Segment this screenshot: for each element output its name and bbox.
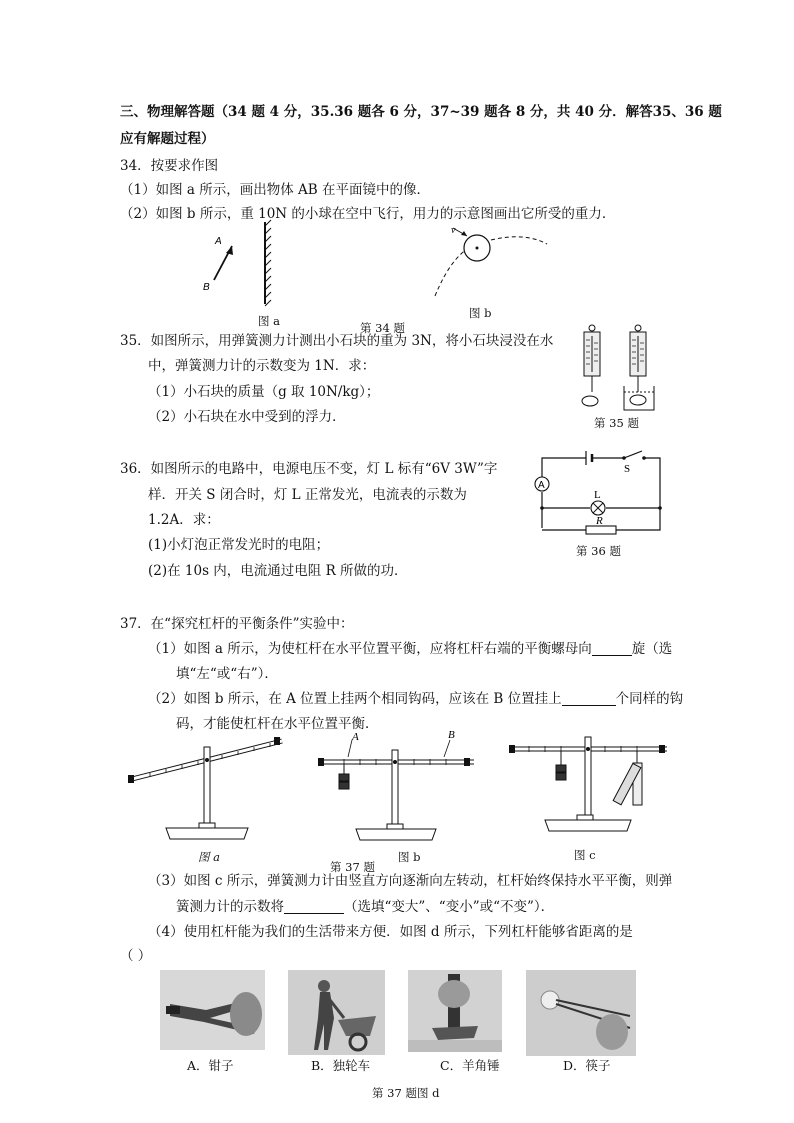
q37-caption: 第 37 题 (330, 860, 375, 874)
q36-line3: 1.2A．求： (148, 512, 220, 528)
q36-item1: (1)小灯泡正常发光时的电阻； (148, 537, 330, 553)
q37-item3-line2: 簧测力计的示数将 （选填“变大”、“变小”或“不变”）． (176, 899, 555, 915)
q37-item1-line2: 填“左“或“右”）． (176, 666, 278, 682)
label-a: A (215, 236, 222, 247)
q37-fig-a-caption: 图 a (198, 850, 221, 864)
q35-caption: 第 35 题 (594, 416, 639, 430)
q34-figure-a (195, 218, 305, 318)
q36-line1: 36．如图所示的电路中，电源电压不变，灯 L 标有“6V 3W”字 (120, 461, 498, 477)
hook-weight-2 (339, 782, 349, 789)
photo-wheelbarrow (288, 970, 385, 1055)
q37-item2-line2: 码，才能使杠杆在水平位置平衡． (176, 716, 379, 732)
answer-blank-3[interactable] (284, 899, 344, 914)
label-b: B (448, 730, 455, 741)
stone (582, 396, 598, 406)
q36-caption: 第 36 题 (576, 544, 621, 558)
photo-chopsticks (526, 970, 636, 1056)
q37-fig-b-caption: 图 b (398, 850, 421, 864)
q34-figure-b (425, 222, 555, 302)
answer-blank-1[interactable] (592, 641, 632, 656)
q37-item3-line1: （3）如图 c 所示，弹簧测力计由竖直方向逐渐向左转动，杠杆始终保持水平平衡，则弹 (148, 873, 673, 889)
q37-fig-c-caption: 图 c (574, 848, 596, 862)
q37-item1-line1: （1）如图 a 所示，为使杠杆在水平位置平衡，应将杠杆右端的平衡螺母向 旋（选 (148, 641, 673, 657)
pliers-icon (160, 970, 265, 1050)
q36-line2: 样．开关 S 闭合时，灯 L 正常发光，电流表的示数为 (148, 487, 467, 503)
q37-title: 37．在“探究杠杆的平衡条件”实验中： (120, 616, 354, 632)
label-v: v (451, 225, 456, 236)
spring-scale-water (624, 325, 654, 410)
label-a: A (352, 731, 359, 743)
q34-fig-b-caption: 图 b (469, 306, 492, 320)
resistor-r (586, 526, 616, 534)
q36-circuit (530, 448, 670, 540)
photo-pliers (160, 970, 265, 1050)
answer-blank-2[interactable] (562, 691, 616, 706)
label-b: B (203, 282, 210, 293)
wheelbarrow-icon (288, 970, 385, 1055)
hook-weight-1 (339, 774, 349, 781)
q36-item2: (2)在 10s 内，电流通过电阻 R 所做的功． (148, 563, 408, 579)
chopsticks-icon (526, 970, 636, 1056)
option-c[interactable]: C．羊角锤 (440, 1058, 500, 1073)
q37-item4: （4）使用杠杆能为我们的生活带来方便．如图 d 所示，下列杠杆能够省距离的是 (148, 924, 633, 940)
label-lamp-l: L (594, 489, 601, 501)
q37-item4-paren: （ ） (120, 948, 152, 964)
q34-item1: （1）如图 a 所示，画出物体 AB 在平面镜中的像． (120, 182, 430, 198)
q37-item2-line1: （2）如图 b 所示，在 A 位置上挂两个相同钩码，应该在 B 位置挂上 个同样的钩 (148, 691, 684, 707)
switch-s (624, 451, 642, 458)
q37-fig-d-caption: 第 37 题图 d (372, 1086, 440, 1100)
q37-figure-b (316, 730, 478, 842)
q37-figure-c (505, 733, 673, 833)
trajectory-right (491, 237, 547, 244)
option-d[interactable]: D．筷子 (563, 1058, 611, 1073)
q35-item1: （1）小石块的质量（g 取 10N/kg）； (148, 384, 380, 400)
q34-caption: 第 34 题 (360, 321, 405, 335)
q35-item2: （2）小石块在水中受到的浮力． (148, 409, 346, 425)
q37-figure-a (122, 733, 292, 843)
option-a[interactable]: A．钳子 (187, 1058, 234, 1073)
q35-line2: 中，弹簧测力计的示数变为 1N．求： (148, 358, 376, 374)
section-heading-line1: 三、物理解答题（34 题 4 分，35.36 题各 6 分，37~39 题各 8 分，共 40 分．解答35、36 题 (120, 104, 722, 120)
q35-figure (572, 322, 662, 414)
label-switch-s: S (624, 463, 631, 475)
q34-item2: （2）如图 b 所示，重 10N 的小球在空中飞行，用力的示意图画出它所受的重力． (120, 206, 616, 222)
label-ammeter-a: A (538, 480, 545, 491)
q34-title: 34．按要求作图 (120, 158, 219, 174)
option-b[interactable]: B．独轮车 (311, 1058, 371, 1073)
hammer-icon (408, 970, 502, 1052)
q35-line1: 35．如图所示，用弹簧测力计测出小石块的重为 3N，将小石块浸没在水 (120, 333, 554, 349)
label-resistor-r: R (596, 515, 603, 527)
spring-scale-air (582, 325, 600, 406)
section-heading-line2: 应有解题过程） (120, 131, 215, 147)
photo-claw-hammer (408, 970, 502, 1052)
q34-fig-a-caption: 图 a (258, 314, 281, 328)
